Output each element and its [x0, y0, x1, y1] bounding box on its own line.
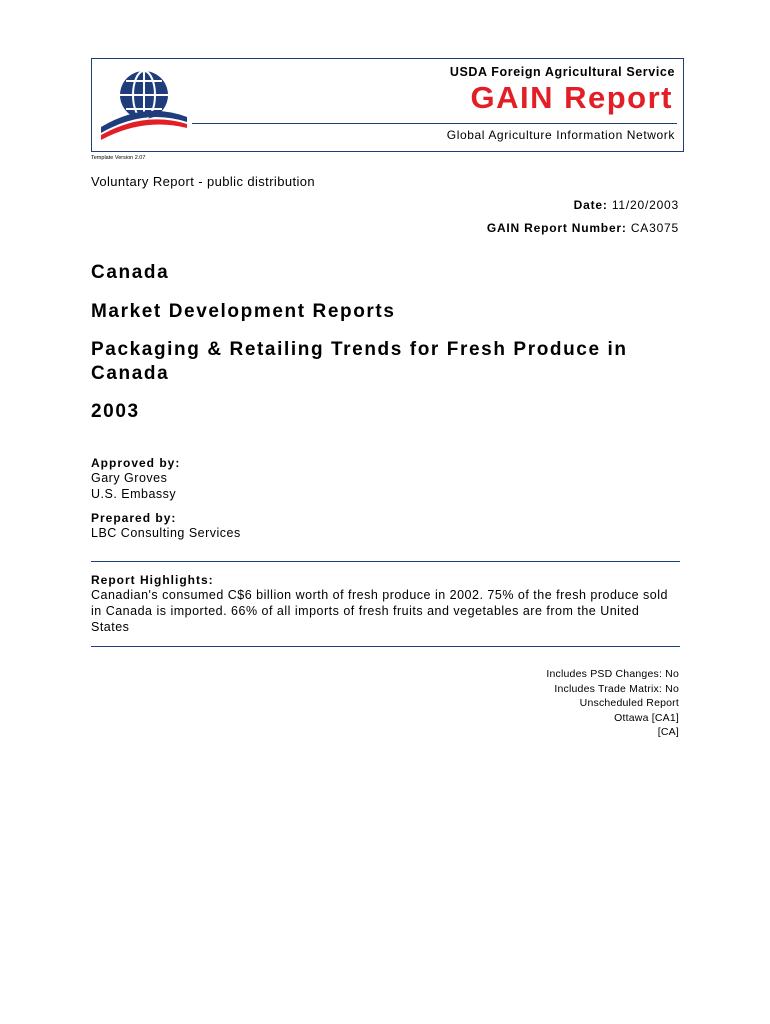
report-flags: [546, 667, 679, 740]
psd-changes: Includes PSD Changes: No: [546, 668, 679, 680]
preparer-name: LBC Consulting Services: [91, 526, 241, 540]
approved-section: [91, 456, 180, 502]
highlights-section: [91, 573, 681, 635]
number-value: CA3075: [630, 221, 679, 235]
prepared-label: Prepared by:: [91, 511, 177, 525]
approver-org: U.S. Embassy: [91, 487, 177, 501]
highlights-bottom-rule: [91, 646, 680, 647]
date-value: 11/20/2003: [611, 198, 679, 212]
report-header: [91, 58, 684, 152]
report-number: [487, 221, 679, 235]
report-title: Packaging & Retailing Trends for Fresh Produce in Canada: [91, 339, 628, 384]
year-heading: 2003: [91, 401, 140, 422]
post-office: Ottawa [CA1]: [614, 711, 679, 724]
report-date: [574, 198, 679, 212]
highlights-label: Report Highlights:: [91, 573, 214, 587]
network-name: Global Agriculture Information Network: [446, 128, 675, 142]
gain-report-title: GAIN Report: [470, 80, 673, 115]
header-divider: [192, 123, 677, 124]
template-version: Template Version 2.07: [91, 155, 146, 161]
agency-name: USDA Foreign Agricultural Service: [449, 65, 675, 79]
number-label: GAIN Report Number:: [486, 221, 627, 235]
country-code: [CA]: [657, 726, 679, 738]
highlights-text: Canadian's consumed C$6 billion worth of fresh produce in 2002. 75% of the fresh produce sold in Canada is imported. 66% of all imports of fresh fruits and vegetables are from the United States: [91, 588, 668, 634]
usda-globe-logo: [99, 65, 189, 145]
trade-matrix: Includes Trade Matrix: No: [554, 682, 679, 695]
category-heading: Market Development Reports: [91, 301, 396, 322]
approved-label: Approved by:: [91, 456, 181, 470]
prepared-section: [91, 511, 241, 541]
distribution-note: Voluntary Report - public distribution: [91, 174, 316, 189]
report-schedule: Unscheduled Report: [579, 697, 679, 709]
country-heading: Canada: [91, 262, 170, 283]
highlights-top-rule: [91, 561, 680, 562]
date-label: Date:: [573, 198, 608, 212]
approver-name: Gary Groves: [91, 471, 168, 485]
